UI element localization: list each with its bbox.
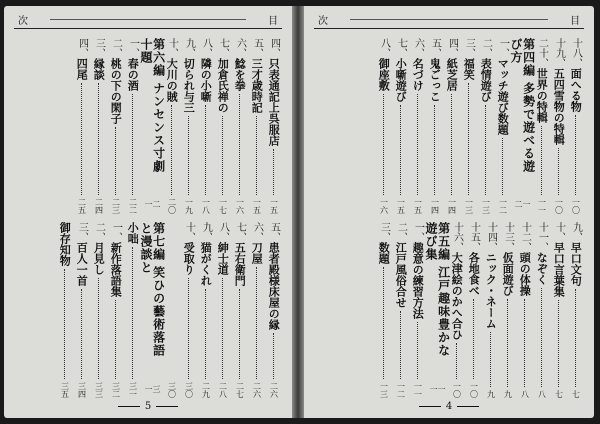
toc-entry (248, 38, 265, 214)
entry-title: 仮面遊び (501, 252, 515, 296)
toc-entry (214, 38, 231, 214)
toc-entry (533, 222, 550, 398)
right-top-band (304, 38, 594, 214)
entry-page: 二三 (111, 198, 121, 214)
entry-number: 六、 (412, 38, 424, 58)
dot-leader (417, 94, 418, 195)
entry-number: 十四、 (485, 222, 497, 252)
dot-leader (400, 105, 401, 195)
toc-entry (482, 222, 499, 398)
toc-entry (248, 222, 265, 398)
toc-entry (375, 222, 392, 398)
toc-entry (197, 38, 214, 214)
dot-leader (490, 332, 491, 387)
section-heading (139, 38, 166, 214)
toc-columns (56, 222, 282, 398)
entry-number: 八、 (378, 38, 390, 58)
entry-number: 十三、 (502, 222, 514, 252)
header-right-char: 目 (268, 16, 278, 27)
entry-number: 八、 (217, 222, 229, 242)
left-bottom-band (4, 222, 292, 398)
entry-page: 二五 (77, 198, 87, 214)
entry-page: 二一 (144, 199, 161, 208)
entry-title: 御存知物 (58, 222, 72, 266)
entry-page: 一一 (429, 384, 446, 393)
entry-number: 三、 (93, 38, 105, 58)
right-page-header (314, 12, 584, 29)
dot-leader (188, 278, 189, 379)
entry-number: 八、 (200, 38, 212, 58)
entry-title: 鯰を拳 (233, 58, 247, 91)
toc-entry (443, 38, 460, 214)
entry-page: 二六 (252, 382, 262, 398)
dot-leader (451, 94, 452, 195)
toc-entry (73, 222, 90, 398)
toc-entry (56, 222, 73, 398)
dot-leader (434, 105, 435, 195)
entry-page: 三五 (60, 382, 70, 398)
entry-page: 二〇 (167, 198, 177, 214)
entry-number: 三、 (463, 38, 475, 58)
section-heading (424, 222, 451, 398)
entry-title: 縁談 (92, 58, 106, 80)
entry-number: 六、 (251, 222, 263, 242)
entry-title: 早口言葉集 (552, 242, 566, 297)
page-number: 4 (304, 401, 594, 412)
dot-leader (273, 333, 274, 379)
right-page (304, 6, 594, 418)
dot-leader (541, 126, 542, 195)
dot-leader (64, 269, 65, 379)
entry-number: 二、 (395, 222, 407, 242)
entry-page: 一九 (184, 198, 194, 214)
entry-page: 一六 (235, 198, 245, 214)
dot-leader (558, 300, 559, 387)
entry-number: 一、 (497, 38, 509, 58)
section-heading (509, 38, 536, 214)
entry-title: 小咄 (126, 222, 140, 244)
entry-title: 切られ与三 (182, 58, 196, 113)
dot-leader (81, 289, 82, 379)
heading-title: 第四編 多勢で遊べる遊び方 (509, 38, 536, 174)
entry-page: 三〇 (184, 382, 194, 398)
entry-number: 十二、 (519, 222, 531, 252)
toc-entry (392, 38, 409, 214)
entry-page: 八 (537, 390, 547, 398)
toc-entry (265, 222, 282, 398)
entry-title: 刀屋 (250, 242, 264, 264)
dot-leader (502, 138, 503, 195)
entry-number: 七、 (217, 38, 229, 58)
toc-entry (214, 222, 231, 398)
entry-title: 桃の下の閑子 (109, 58, 123, 124)
dot-leader (383, 267, 384, 379)
entry-title: 只表通記上呉服店 (267, 58, 281, 146)
entry-title: 四尾 (75, 58, 89, 80)
entry-page: 二六 (269, 382, 279, 398)
entry-number: 十九、 (553, 38, 565, 68)
dot-leader (383, 94, 384, 195)
entry-number: 二、 (110, 38, 122, 58)
entry-page: 一二 (498, 198, 508, 214)
header-rule (50, 19, 246, 20)
entry-title: 大津絵のかへ合ひ (450, 252, 464, 340)
left-page (4, 6, 292, 418)
entry-page: 二七 (235, 382, 245, 398)
entry-page: 三一 (128, 382, 138, 398)
dot-leader (256, 267, 257, 379)
toc-entry (550, 222, 567, 398)
toc-entry (460, 38, 477, 214)
entry-page: 一一 (537, 198, 547, 214)
toc-entry (494, 38, 511, 214)
entry-title: 受取り (182, 242, 196, 275)
entry-title: 世界の特輯 (535, 68, 549, 123)
entry-number: 四、 (446, 38, 458, 58)
entry-title: 紙芝居 (445, 58, 459, 91)
toc-entry (124, 38, 141, 214)
dot-leader (239, 289, 240, 379)
toc-entry (73, 38, 90, 214)
entry-number: 十、 (183, 222, 195, 242)
toc-entry (426, 38, 443, 214)
entry-page: 三二 (111, 382, 121, 398)
toc-entry (231, 38, 248, 214)
section-heading (139, 222, 166, 398)
toc-entry (180, 38, 197, 214)
toc-entry (90, 38, 107, 214)
dot-leader (575, 289, 576, 387)
entry-number: 十六、 (451, 222, 463, 252)
entry-title: 江戸風俗合せ (394, 242, 408, 308)
entry-title: 福笑 (462, 58, 476, 80)
heading-title: 第五編 江戸趣味豊かな遊び集 (424, 222, 451, 358)
entry-number: 九、 (570, 222, 582, 242)
entry-number: 十八、 (570, 38, 582, 68)
entry-number: 三、 (76, 222, 88, 242)
left-top-band (4, 38, 292, 214)
page-number: 5 (4, 401, 292, 412)
entry-number: 四、 (268, 38, 280, 58)
toc-columns (375, 38, 584, 214)
toc-entry (409, 222, 426, 398)
entry-title: 五右衛門 (233, 242, 247, 286)
entry-page: 一八 (201, 198, 211, 214)
entry-page: 二二 (128, 198, 138, 214)
entry-title: 大川の賊 (165, 58, 179, 102)
toc-entry (107, 38, 124, 214)
dot-leader (205, 289, 206, 379)
toc-entry (265, 38, 282, 214)
entry-page: 一五 (413, 198, 423, 214)
toc-entry (231, 222, 248, 398)
left-page-header (14, 12, 282, 29)
dot-leader (273, 149, 274, 195)
dot-leader (188, 116, 189, 195)
dot-leader (205, 105, 206, 195)
entry-page: 一〇 (554, 198, 564, 214)
entry-page: 一五 (252, 198, 262, 214)
entry-page: 八 (520, 390, 530, 398)
entry-page: 七 (571, 390, 581, 398)
entry-page: 一〇 (452, 382, 462, 398)
entry-page: 一六 (379, 198, 389, 214)
entry-number: 四、 (76, 38, 88, 58)
entry-title: 小噺遊び (394, 58, 408, 102)
header-left-char: 次 (318, 16, 328, 27)
entry-page: 二八 (218, 382, 228, 398)
entry-page: 七 (554, 390, 564, 398)
entry-page: 一四 (430, 198, 440, 214)
toc-entry (477, 38, 494, 214)
entry-number: 十五、 (468, 222, 480, 252)
dot-leader (98, 278, 99, 379)
entry-number: 七、 (395, 38, 407, 58)
header-right-char: 目 (570, 16, 580, 27)
entry-number: 五、 (251, 38, 263, 58)
toc-entry (90, 222, 107, 398)
entry-title: マッチ遊び数題 (496, 58, 510, 135)
entry-title: 趣意の練習方法 (411, 242, 425, 319)
dot-leader (485, 105, 486, 195)
toc-entry (499, 222, 516, 398)
dot-leader (417, 322, 418, 379)
entry-number: 五、 (268, 222, 280, 242)
dot-leader (575, 115, 576, 195)
dot-leader (239, 94, 240, 195)
dot-leader (456, 343, 457, 379)
entry-title: 百人一首 (75, 242, 89, 286)
entry-page: 三〇 (167, 382, 177, 398)
dot-leader (222, 116, 223, 195)
entry-page: 一五 (269, 198, 279, 214)
entry-page: 三三 (94, 382, 104, 398)
entry-title: 表情遊び (479, 58, 493, 102)
toc-columns (375, 222, 584, 398)
entry-page: 一五 (396, 198, 406, 214)
entry-page: 一二 (396, 382, 406, 398)
dot-leader (541, 288, 542, 387)
dot-leader (115, 127, 116, 195)
toc-entry (392, 222, 409, 398)
dot-leader (524, 299, 525, 387)
entry-page: 二九 (201, 382, 211, 398)
dot-leader (256, 116, 257, 195)
entry-page: 一二 (514, 199, 531, 208)
entry-page: 一七 (218, 198, 228, 214)
entry-number: 一、 (127, 38, 139, 58)
entry-title: ニック・ネーム (484, 252, 498, 329)
entry-title: 早口文句 (569, 242, 583, 286)
entry-number: 二十、 (536, 38, 548, 68)
entry-title: 頭の体操 (518, 252, 532, 296)
toc-entry (409, 38, 426, 214)
entry-number: 二、 (480, 38, 492, 58)
entry-title: 数題 (377, 242, 391, 264)
dot-leader (468, 83, 469, 195)
entry-page: 三四 (77, 382, 87, 398)
entry-number: 十、 (166, 38, 178, 58)
entry-number: 九、 (200, 222, 212, 242)
dot-leader (81, 83, 82, 195)
entry-page: 九 (486, 390, 496, 398)
entry-page: 一三 (464, 198, 474, 214)
entry-title: 春の酒 (126, 58, 140, 91)
entry-title: 新作落語集 (109, 242, 123, 297)
entry-title: 名づけ (411, 58, 425, 91)
entry-number: 九、 (183, 38, 195, 58)
toc-entry (124, 222, 141, 398)
entry-page: 一三 (379, 382, 389, 398)
dot-leader (507, 299, 508, 387)
entry-title: 月見し (92, 242, 106, 275)
book-spine (292, 6, 304, 418)
toc-entry (197, 222, 214, 398)
entry-title: 御座敷 (377, 58, 391, 91)
entry-title: 加倉氏禅の (216, 58, 230, 113)
dot-leader (400, 311, 401, 379)
header-left-char: 次 (18, 16, 28, 27)
entry-number: 一、 (412, 222, 424, 242)
heading-title: 第六編 ナンセンス寸劇十題 (139, 38, 166, 174)
entry-title: 猫がくれ (199, 242, 213, 286)
toc-entry (567, 222, 584, 398)
dot-leader (473, 299, 474, 379)
entry-number: 六、 (234, 38, 246, 58)
entry-title: 各地食べ (467, 252, 481, 296)
entry-page: 一〇 (469, 382, 479, 398)
entry-number: 二、 (93, 222, 105, 242)
header-rule (350, 19, 548, 20)
entry-page: 九 (503, 390, 513, 398)
heading-title: 第七編 笑ひの藝術落語と漫談と (139, 222, 166, 358)
toc-entry (465, 222, 482, 398)
toc-entry (180, 222, 197, 398)
toc-entry (567, 38, 584, 214)
entry-title: なぞく (535, 252, 549, 285)
entry-page: 一一 (413, 382, 423, 398)
entry-title: 三才歳時記 (250, 58, 264, 113)
entry-title: 面へる物 (569, 68, 583, 112)
entry-number: 一、 (110, 222, 122, 242)
entry-page: 一四 (447, 198, 457, 214)
entry-title: 五四雪物の特輯 (552, 68, 566, 145)
entry-number: 三、 (378, 222, 390, 242)
right-bottom-band (304, 222, 594, 398)
toc-entry (107, 222, 124, 398)
dot-leader (98, 83, 99, 195)
entry-page: 三一 (144, 385, 161, 394)
dot-leader (222, 278, 223, 379)
dot-leader (132, 94, 133, 195)
entry-number: 五、 (429, 38, 441, 58)
toc-columns (73, 38, 282, 214)
entry-number: 七、 (234, 222, 246, 242)
entry-title: 鬼ごっこ (428, 58, 442, 102)
toc-entry (516, 222, 533, 398)
dot-leader (132, 247, 133, 379)
entry-title: 紳士道 (216, 242, 230, 275)
dot-leader (558, 148, 559, 195)
entry-page: 一三 (481, 198, 491, 214)
entry-number: 十一、 (536, 222, 548, 252)
entry-page: 二四 (94, 198, 104, 214)
toc-entry (375, 38, 392, 214)
toc-entry (550, 38, 567, 214)
dot-leader (171, 105, 172, 195)
entry-page: 一〇 (571, 198, 581, 214)
entry-title: 隣の小噺 (199, 58, 213, 102)
dot-leader (115, 300, 116, 379)
entry-number: 十、 (553, 222, 565, 242)
entry-title: 患者殿様床屋の縁 (267, 242, 281, 330)
